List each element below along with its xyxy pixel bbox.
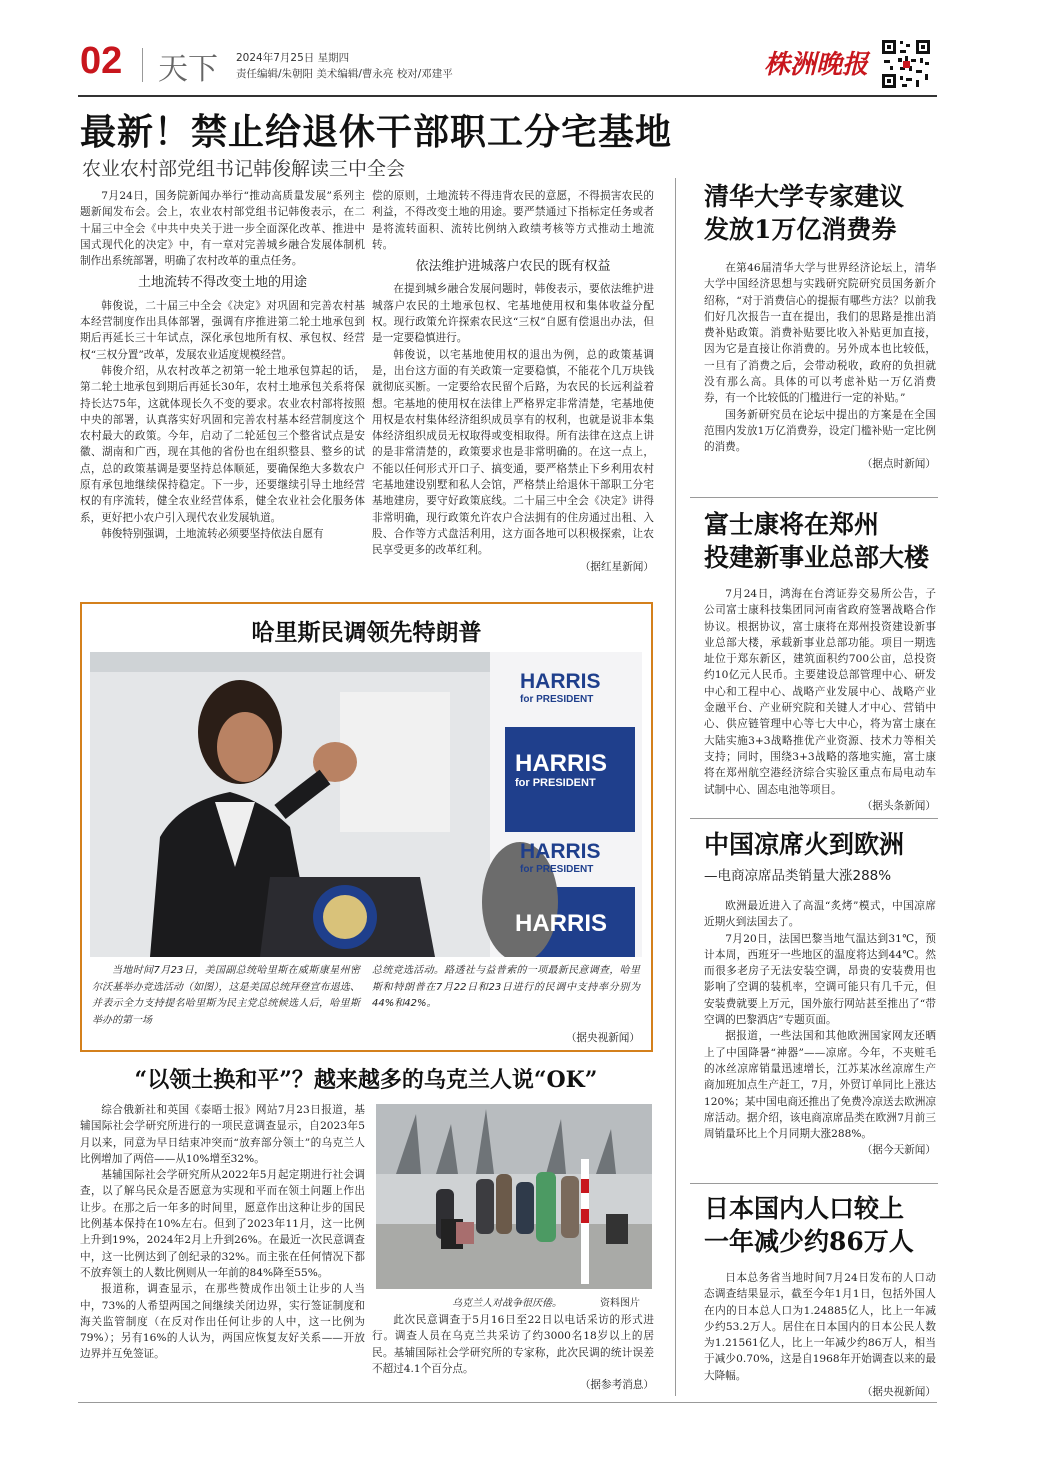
sidebar-story-foxconn [704, 586, 936, 814]
sidebar-story-japan [704, 1270, 936, 1400]
sidebar-paragraph: 国务新研究员在论坛中提出的方案是在全国范围内发放1万亿消费券，设定门槛补贴一定比例的消费。 [704, 408, 936, 454]
sidebar-story-mats [704, 898, 936, 1159]
qr-code [880, 38, 932, 90]
campaign-sign-name: HARRIS [515, 910, 608, 937]
page-number: 02 [80, 40, 123, 82]
header-divider [142, 48, 143, 82]
lead-paragraph: 偿的原则，土地流转不得违背农民的意愿，不得损害农民的利益，不得改变土地的用途。要严禁通过下指标定任务或者是将流转面积、流转比例纳入政绩考核等方式推动土地流转。 [372, 190, 654, 251]
lead-paragraph: 韩俊特别强调，土地流转必须要坚持依法自愿有 [101, 527, 324, 540]
sidebar-paragraph: 7月24日，鸿海在台湾证券交易所公告，子公司富士康科技集团同河南省政府签署战略合作协议。根据协议，富士康将在郑州投资建设新事业总部大楼，承载新事业总部功能。项目一期选址位于郑东新区，建筑面积约700公亩，总投资约10亿元人民币。主要建设总部管理中心、研发中心和工程中心、战略产业发展中心、战略产业金融平台、产业研究院和关键人才中心、营销中心、供应链管理中心等七大中心，将为富士康在大陆实施3+3战略推优产业资源、技术力等相关支持；同时，围绕3+3战略的落地实施，富士康将在郑州航空港经济综合实验区重点布局电动车试制中心、固态电池等项目。 [704, 588, 936, 796]
masthead-logo: 株洲晚报 [764, 50, 869, 80]
lead-paragraph: 韩俊介绍，从农村改革之初第一轮土地承包算起的话，第二轮土地承包到期后再延长30年，农村土地承包关系将保持长达75年，这就体现长久不变的要求。农业农村部将按照中央的部署，认真落实好巩固和完善农村基本经营制度这个农村最大的政策。今年，启动了二轮延包三个整省试点是安徽、湖南和广西，现在其他的省份也在组织整县、整乡的试点，总的政策基调是要坚持总体顺延，要确保绝大多数农户原有承包地继续保持稳定。下一步，还要继续引导土地经营权的有序流转，健全农业经营体系，健全农业社会化服务体系，更好把小农户引入现代农业发展轨道。 [80, 364, 365, 524]
sidebar-subtitle-mats: —电商凉席品类销量大涨288% [704, 868, 892, 884]
campaign-sign-tagline: for PRESIDENT [520, 694, 594, 705]
lead-paragraph: 在提到城乡融合发展问题时，韩俊表示，要依法维护进城落户农民的土地承包权、宅基地使用权和集体收益分配权。现行政策允许探索农民这“三权”自愿有偿退出办法，但是一定要稳慎进行。 [372, 283, 654, 345]
ukraine-photo [376, 1104, 652, 1289]
sidebar-paragraph: 7月20日，法国巴黎当地气温达到31℃，预计本周，西班牙一些地区的温度将达到44℃。然而很多老房子无法安装空调，昂贵的安装费用也影响了空调的装机率，空调可能只有几千元，但安装费就要上万元，国外旅行网站甚至推出了“带空调的巴黎酒店”专题页面。 [704, 932, 936, 1027]
sidebar-source: （据点时新闻） [861, 457, 936, 470]
harris-photo [90, 652, 642, 957]
title-line: 发放1万亿消费券 [704, 215, 897, 244]
sidebar-title-tsinghua [704, 180, 934, 246]
lead-paragraph: 韩俊说，二十届三中全会《决定》对巩固和完善农村基本经营制度作出具体部署，强调有序推进第二轮土地承包到期后再延长三十年试点，深化承包地所有权、承包权、经营权“三权分置”改革，发展农业适度规模经营。 [80, 299, 365, 361]
sidebar-story-tsinghua [704, 260, 936, 472]
campaign-sign-tagline: for PRESIDENT [520, 864, 594, 875]
sidebar-divider [690, 1183, 938, 1184]
sidebar-paragraph: 日本总务省当地时间7月24日发布的人口动态调查结果显示，截至今年1月1日，包括外国人在内的日本总人口为1.24885亿人，比上一年减少约53.2万人。居住在日本国内的日本公民人数为1.21561亿人，比上一年减少约86万人，相当于减少0.70%，这是自1968年开始调查以来的最大降幅。 [704, 1272, 936, 1382]
ukraine-paragraph: 此次民意调查于5月16日至22日以电话采访的形式进行。调查人员在乌克兰共采访了约3000名18岁以上的居民。基辅国际社会学研究所的专家称，此次民调的统计误差不超过4.1个百分点。 [372, 1314, 654, 1375]
lead-paragraph: 韩俊说，以宅基地使用权的退出为例，总的政策基调是，出台这方面的有关政策一定要稳慎，不能花个几万块钱就彻底买断。一定要给农民留个后路，为农民的长远利益着想。宅基地的使用权在法律上严格界定非常清楚，宅基地使用权是农村集体经济组织成员享有的权利，也就是说非本集体经济组织成员无权取得或变相取得。所有法律在这点上讲的是非常清楚的，政策要求也是非常明确的。在这一点上，不能以任何形式开口子、搞变通，要严格禁止下乡利用农村宅基地建设别墅和私人会馆，严格禁止给退休干部职工分宅基地建房，要守好政策底线。二十届三中全会《决定》讲得非常明确，现行政策允许农户合法拥有的住房通过出租、入股、合作等方式盘活利用，这方面各地可以积极探索，让农民享受更多的改革红利。 [372, 348, 654, 557]
title-line: 富士康将在郑州 [704, 510, 880, 539]
editor-credits: 责任编辑/朱朝阳 美术编辑/曹永亮 校对/邓建平 [236, 68, 453, 80]
lead-subhead-1: 土地流转不得改变土地的用途 [137, 275, 307, 291]
title-line: 一年减少约86万人 [704, 1227, 914, 1256]
lead-subheadline: 农业农村部党组书记韩俊解读三中全会 [82, 158, 406, 180]
ukraine-paragraph: 综合俄新社和英国《泰晤士报》网站7月23日报道，基辅国际社会学研究所进行的一项民意调查显示，自2023年5月以来，同意为早日结束冲突而“放弃部分领土”的乌克兰人比例增加了两倍——从10%增至32%。 [80, 1104, 365, 1165]
sidebar-paragraph: 在第46届清华大学与世界经济论坛上，清华大学中国经济思想与实践研究院研究员国务新介绍称，“对于消费信心的提振有哪些方法？以前我们好几次报告一直在提出，我们的思路是推出消费补贴政策。消费补贴要比收入补贴更加直接，因为它是直接让你消费的。另外成本也比较低，一旦有了消费之后，会带动税收，政府的负担就没有那么高。具体的可以考虑补贴一万亿消费券，有一个比较低的门槛进行一定的补贴。” [704, 262, 936, 405]
footer-rule [78, 1402, 937, 1403]
sidebar-paragraph: 欧洲最近进入了高温“炙烤”模式，中国凉席近期火到法国去了。 [704, 900, 936, 929]
sidebar-divider [690, 818, 938, 819]
title-line: 日本国内人口较上 [704, 1194, 905, 1223]
harris-caption-left: 当地时间7月23日，美国副总统哈里斯在威斯康星州密尔沃基举办竞选活动（如图），这是美国总统拜登宣布退选、并表示全力支持提名哈里斯为民主党总统候选人后，哈里斯举办的第一场 [92, 965, 360, 1026]
ukraine-headline: “以领土换和平”？越来越多的乌克兰人说“OK” [134, 1067, 598, 1093]
lead-source: （据红星新闻） [579, 560, 654, 573]
sidebar-title-japan [704, 1192, 936, 1258]
campaign-sign-name: HARRIS [520, 840, 601, 863]
sidebar-source: （据头条新闻） [861, 799, 936, 812]
lead-column-2 [372, 188, 654, 575]
campaign-sign-name: HARRIS [515, 750, 608, 777]
header-rule [78, 95, 937, 97]
title-line: 清华大学专家建议 [704, 182, 905, 211]
harris-caption-right: 总统竞选活动。路透社与益普索的一项最新民意调查，哈里斯和特朗普在7月22日和23日进行的民调中支持率分别为44%和42%。 [372, 965, 640, 1009]
ukraine-paragraph: 基辅国际社会学研究所从2022年5月起定期进行社会调查，以了解乌民众是否愿意为实现和平而在领土问题上作出让步。在那之后一年多的时间里，愿意作出这种让步的国民比例基本保持在10%左右。但到了2023年11月，这一比例上升到19%，2024年2月上升到26%。在最近一次民意调查中，这一比例达到了创纪录的32%。而主张在任何情况下都不放弃领土的人数比例则从一年前的84%降至55%。 [80, 1169, 365, 1279]
sidebar-divider [690, 497, 938, 498]
lead-subhead-2: 依法维护进城落户农民的既有权益 [415, 259, 611, 275]
campaign-sign-tagline: for PRESIDENT [515, 777, 596, 789]
ukraine-source: （据参考消息） [579, 1379, 654, 1392]
lead-intro: 7月24日，国务院新闻办举行“推动高质量发展”系列主题新闻发布会。会上，农业农村部党组书记韩俊表示，在二十届三中全会《中共中央关于进一步全面深化改革、推进中国式现代化的决定》中，有一章对完善城乡融合发展体制机制作出系统部署，明确了农村改革的重点任务。 [80, 190, 365, 268]
section-name: 天下 [158, 52, 218, 87]
ukraine-column-2 [372, 1312, 654, 1393]
ukraine-photo-caption: 乌克兰人对战争很厌倦。 [452, 1298, 562, 1309]
issue-date: 2024年7月25日 星期四 [236, 52, 350, 64]
campaign-sign-name: HARRIS [520, 670, 601, 693]
ukraine-column-1 [80, 1102, 365, 1363]
ukraine-paragraph: 报道称，调查显示，在那些赞成作出领土让步的人当中，73%的人希望两国之间继续关闭边界，实行签证制度和海关监管制度（在反对作出任何让步的人中，这一比例为79%）；另有16%的人认为，两国应恢复友好关系——开放边界并互免签证。 [80, 1283, 365, 1361]
column-divider [675, 178, 676, 1396]
harris-title: 哈里斯民调领先特朗普 [251, 620, 482, 646]
sidebar-source: （据今天新闻） [861, 1144, 936, 1157]
title-line: 投建新事业总部大楼 [704, 543, 930, 572]
harris-source: （据央视新闻） [565, 1032, 640, 1044]
lead-headline: 最新！禁止给退休干部职工分宅基地 [80, 112, 673, 153]
ukraine-photo-credit: 资料图片 [600, 1298, 640, 1309]
sidebar-source: （据央视新闻） [861, 1386, 936, 1399]
sidebar-title-foxconn [704, 508, 936, 574]
sidebar-title-mats: 中国凉席火到欧洲 [704, 830, 905, 859]
lead-column-1 [80, 188, 365, 542]
sidebar-paragraph: 据报道，一些法国和其他欧洲国家网友还晒上了中国降暑“神器”——凉席。今年，不夹赃毛的冰丝凉席销量迅速增长，江苏某冰丝凉席生产商加班加点生产赶工，7月，外贸订单同比上涨达120%；某中国电商还推出了免费冷凉送去欧洲凉席活动。据介绍，该电商凉席品类在欧洲7月前三周销量环比上个月同期大涨288%。 [704, 1030, 936, 1141]
